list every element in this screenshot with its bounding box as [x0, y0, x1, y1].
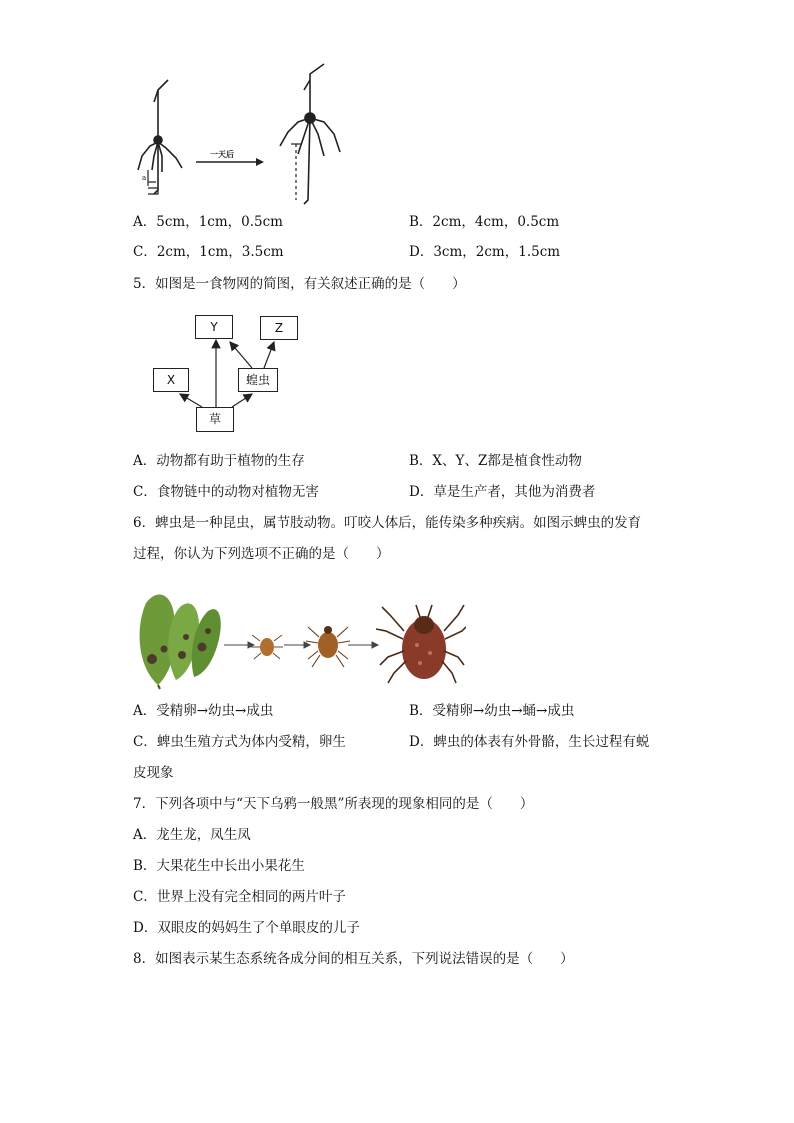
- option-letter: A．: [133, 703, 157, 719]
- option-text: X、Y、Z都是植食性动物: [432, 453, 582, 469]
- node-y: Y: [195, 315, 233, 339]
- svg-text:a: a: [142, 174, 147, 182]
- option-letter: B．: [409, 703, 433, 719]
- option-text: 受精卵→幼虫→成虫: [156, 703, 274, 719]
- option-text: 2cm，1cm，3.5cm: [156, 244, 284, 260]
- option-text: 双眼皮的妈妈生了个单眼皮的儿子: [157, 920, 360, 936]
- q5-stem: 5．如图是一食物网的简图，有关叙述正确的是（ ）: [133, 276, 466, 292]
- q4-option-b[interactable]: [409, 213, 559, 231]
- q6-option-d-continued: 皮现象: [133, 765, 174, 781]
- option-text: 2cm，4cm，0.5cm: [432, 214, 560, 230]
- node-locust: 蝗虫: [238, 368, 278, 392]
- q4-option-d[interactable]: [409, 243, 560, 261]
- option-text: 3cm，2cm，1.5cm: [433, 244, 561, 260]
- root-before-illustration: [138, 80, 182, 194]
- option-letter: B．: [133, 858, 157, 874]
- q6-stem-line-2: 过程，你认为下列选项不正确的是（ ）: [133, 546, 390, 562]
- option-text: 动物都有助于植物的生存: [156, 453, 305, 469]
- q5-option-b[interactable]: [409, 452, 582, 470]
- q8-stem: 8．如图表示某生态系统各成分间的相互关系，下列说法错误的是（ ）: [133, 951, 574, 967]
- option-text: 蜱虫的体表有外骨骼，生长过程有蜕: [433, 734, 650, 750]
- arrow: [196, 158, 264, 166]
- option-text: 蜱虫生殖方式为体内受精，卵生: [156, 734, 346, 750]
- node-grass: 草: [196, 407, 234, 432]
- option-letter: D．: [409, 734, 434, 750]
- option-letter: D．: [409, 484, 434, 500]
- q6-option-b[interactable]: [409, 702, 574, 720]
- option-text: 受精卵→幼虫→蛹→成虫: [432, 703, 575, 719]
- root-after-illustration: [280, 64, 340, 204]
- q5-option-c[interactable]: [133, 483, 319, 501]
- q5-option-d[interactable]: [409, 483, 595, 501]
- q4-option-c[interactable]: [133, 243, 284, 261]
- option-letter: D．: [409, 244, 434, 260]
- arrow-label: 一天后: [210, 150, 234, 159]
- option-text: 大果花生中长出小果花生: [156, 858, 305, 874]
- q6-option-c[interactable]: [133, 733, 346, 751]
- q7-option-c[interactable]: [133, 888, 346, 906]
- q7-stem: 7．下列各项中与“天下乌鸦一般黑”所表现的现象相同的是（ ）: [133, 796, 534, 812]
- q7-option-b[interactable]: [133, 857, 305, 875]
- option-letter: C．: [133, 244, 157, 260]
- option-text: 食物链中的动物对植物无害: [156, 484, 319, 500]
- option-letter: B．: [409, 453, 433, 469]
- option-letter: C．: [133, 889, 157, 905]
- q6-stem-line-1: 6．蜱虫是一种昆虫，属节肢动物。叮咬人体后，能传染多种疾病。如图示蜱虫的发育: [133, 515, 642, 531]
- option-text: 5cm，1cm，0.5cm: [156, 214, 283, 230]
- option-letter: C．: [133, 484, 157, 500]
- tick-nymph-illustration: [306, 626, 350, 667]
- q4-option-a[interactable]: [133, 213, 283, 231]
- option-letter: B．: [409, 214, 433, 230]
- q5-option-a[interactable]: [133, 452, 305, 470]
- q6-option-a[interactable]: [133, 702, 273, 720]
- option-letter: C．: [133, 734, 157, 750]
- node-z: Z: [260, 316, 298, 340]
- tick-adult-illustration: [376, 605, 466, 683]
- option-text: 世界上没有完全相同的两片叶子: [156, 889, 346, 905]
- tick-larva-illustration: [251, 635, 283, 659]
- root-growth-figure: [128, 60, 358, 210]
- option-letter: A．: [133, 214, 157, 230]
- development-arrows: [224, 642, 378, 648]
- option-letter: A．: [133, 453, 157, 469]
- option-text: 龙生龙，凤生凤: [156, 827, 251, 843]
- q6-option-d[interactable]: [409, 733, 649, 751]
- option-text: 草是生产者，其他为消费者: [433, 484, 596, 500]
- q7-option-a[interactable]: [133, 826, 251, 844]
- leaves-with-eggs-illustration: [140, 594, 221, 689]
- q7-option-d[interactable]: [133, 919, 360, 937]
- option-letter: D．: [133, 920, 158, 936]
- option-letter: A．: [133, 827, 157, 843]
- node-x: X: [153, 368, 189, 392]
- tick-development-figure: [136, 585, 466, 690]
